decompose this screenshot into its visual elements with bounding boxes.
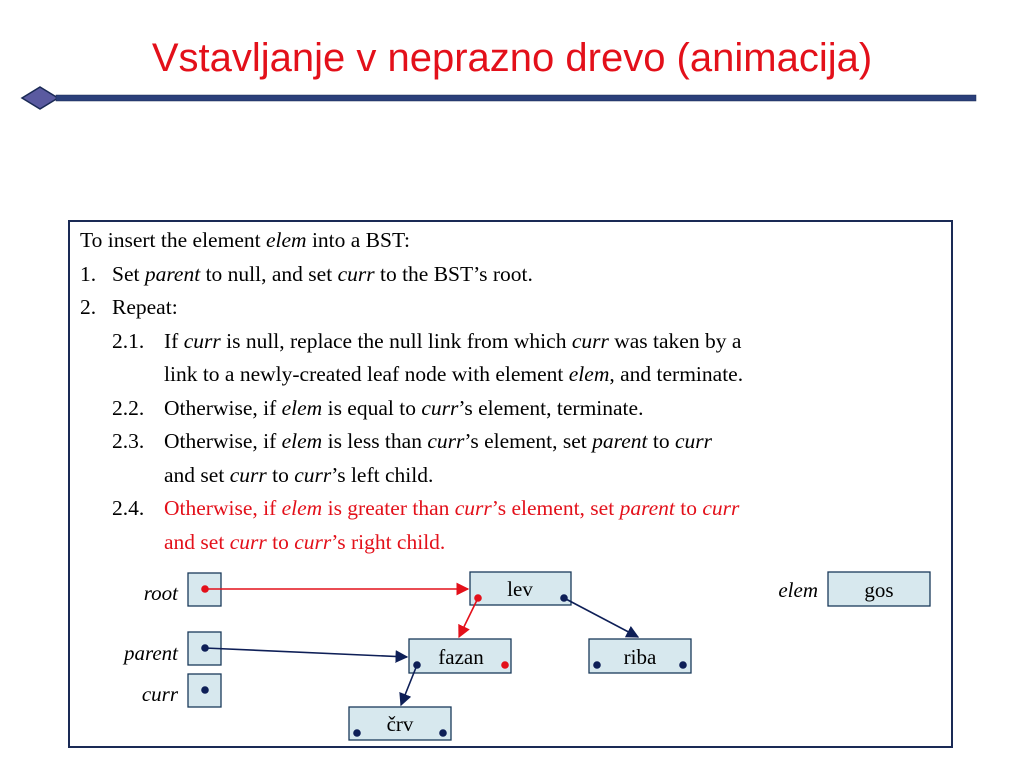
lev-left-dot (474, 594, 482, 602)
elem-label: elem (778, 578, 818, 602)
parent-pointer-dot (201, 644, 209, 652)
fazan-right-dot (501, 661, 509, 669)
step-2: 2. Repeat: (80, 295, 178, 319)
fazan-left-dot (413, 661, 421, 669)
root-label: root (143, 581, 178, 605)
lev-right-dot (560, 594, 568, 602)
step-2-4: 2.4. Otherwise, if elem is greater than curr’s element, set parent to curr (112, 496, 740, 520)
lev-left-link (459, 598, 478, 637)
lev-right-link (564, 598, 638, 637)
crv-left-dot (353, 729, 361, 737)
node-riba-label: riba (623, 645, 657, 669)
node-fazan-label: fazan (438, 645, 484, 669)
curr-label: curr (141, 682, 178, 706)
root-pointer-dot (201, 585, 209, 593)
node-lev-label: lev (507, 577, 533, 601)
step-2-1: 2.1. If curr is null, replace the null link from which curr was taken by a (112, 328, 742, 353)
slide-title: Vstavljanje v neprazno drevo (animacija) (151, 36, 873, 80)
step-1: 1. Set parent to null, and set curr to the BST’s root. (80, 261, 533, 286)
parent-label: parent (123, 641, 178, 665)
step-2-3: 2.3. Otherwise, if elem is less than curr’s element, set parent to curr (112, 429, 712, 453)
curr-pointer-dot (201, 686, 209, 694)
riba-right-dot (679, 661, 687, 669)
node-crv-label: črv (386, 712, 414, 736)
step-2-1-cont: link to a newly-created leaf node with element elem, and terminate. (164, 362, 744, 386)
step-2-2: 2.2. Otherwise, if elem is equal to curr’s element, terminate. (112, 395, 644, 420)
step-2-3-cont: and set curr to curr’s left child. (164, 462, 434, 487)
step-2-4-cont: and set curr to curr’s right child. (164, 529, 446, 554)
elem-value: gos (864, 578, 894, 602)
algorithm-intro: To insert the element elem into a BST: (80, 228, 411, 252)
parent-to-fazan-arrow (205, 648, 407, 657)
riba-left-dot (593, 661, 601, 669)
crv-right-dot (439, 729, 447, 737)
